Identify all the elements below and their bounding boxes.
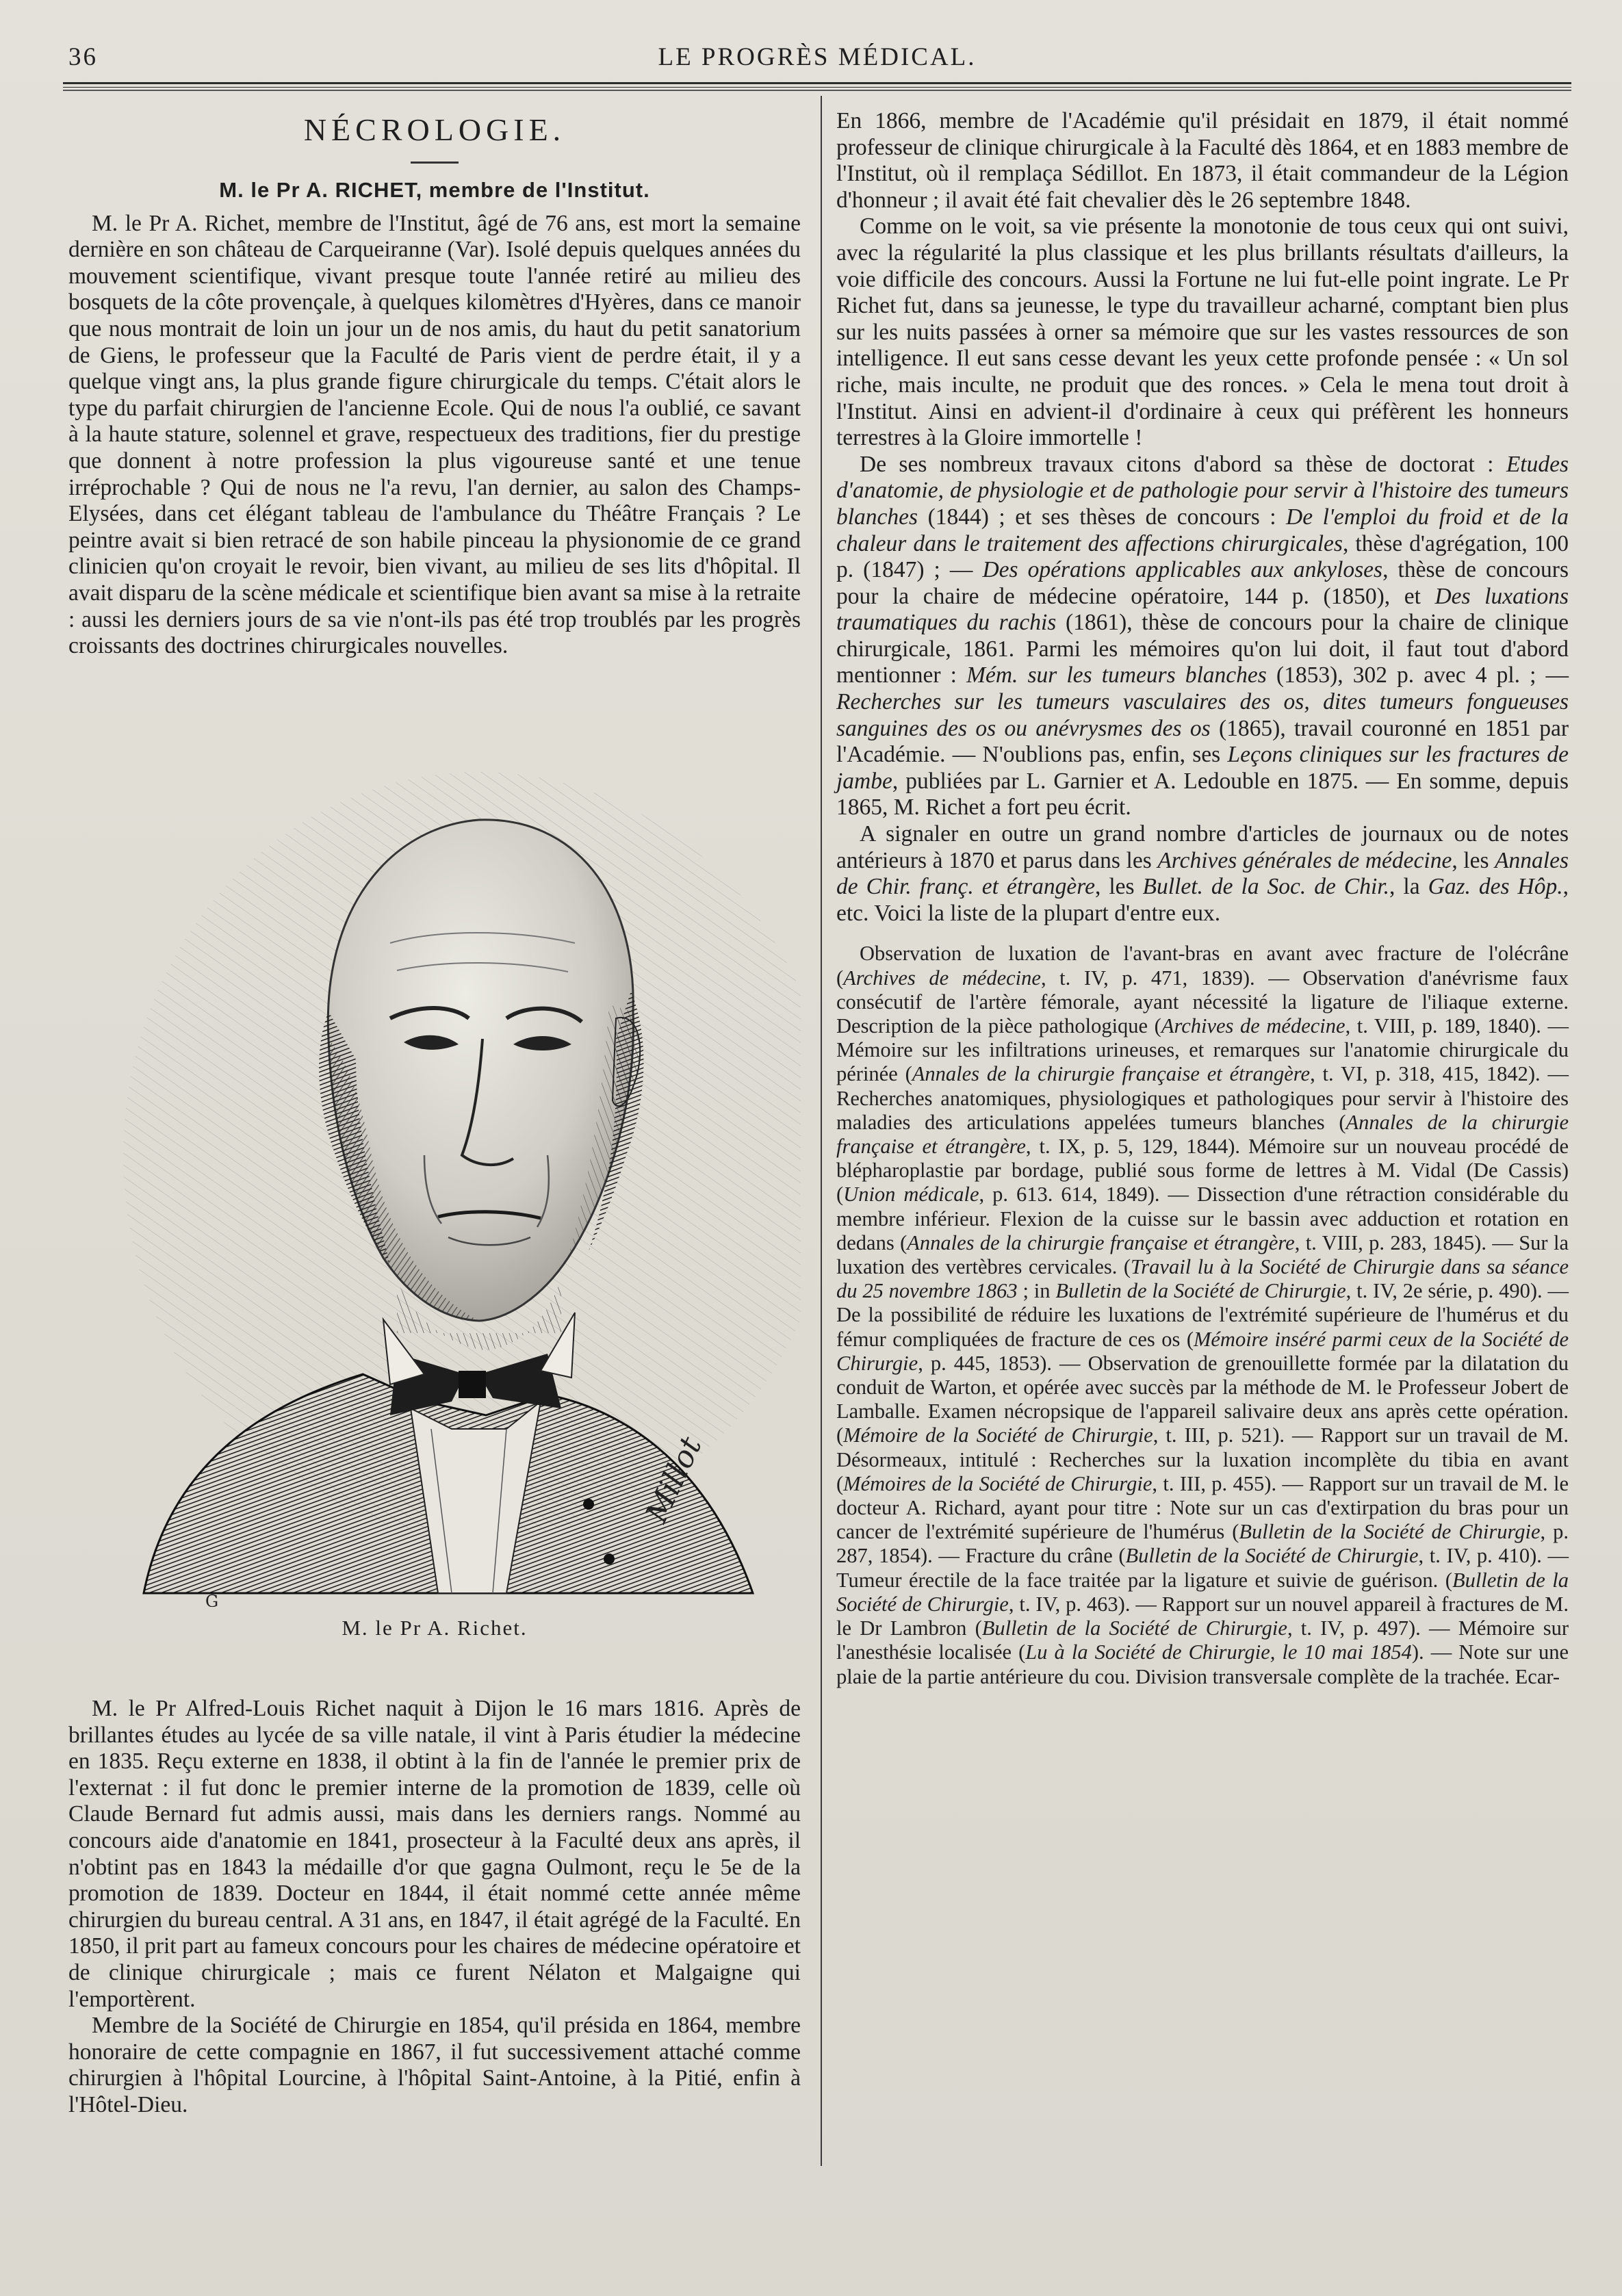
left-column-continued xyxy=(68,1696,801,2119)
bibliography-citation-title: Annales de la chirurgie française et étrangère xyxy=(912,1062,1311,1086)
bibliography-text: ). — Note sur une plaie de la partie antérieure du cou. Division transversale complète de la trachée. Ecar- xyxy=(836,1640,1569,1688)
section-title: NÉCROLOGIE. xyxy=(303,112,566,147)
page-header xyxy=(63,42,1571,77)
bibliography-citation-title: Bulletin de la Société de Chirurgie xyxy=(981,1616,1287,1640)
bibliography-citation-title: Travail lu à la Société de Chirurgie dans sa séance du 25 novembre 1863 xyxy=(836,1255,1569,1303)
portrait-engraving xyxy=(68,717,801,1640)
bibliography-citation-title: Bulletin de la Société de Chirurgie xyxy=(1239,1520,1541,1544)
svg-text:G: G xyxy=(205,1591,219,1607)
header-rule-secondary xyxy=(63,90,1571,91)
bibliography-citation-title: Mémoire inséré parmi ceux de la Société de Chirurgie xyxy=(836,1327,1569,1375)
works-paragraph: De ses nombreux travaux citons d'abord sa thèse de doctorat : Etudes d'anatomie, de physiologie et de pathologie pour servir à l'histoire des tumeurs blanches (1844) ; et ses thèses de concours : De l'emploi du froid et de la chaleur dans le traitement des affections chirurgicales, thèse d'agrégation, 100 p. (1847) ; — Des opérations applicables aux ankyloses, thèse de concours pour la chaire de médecine opératoire, 144 p. (1850), et Des luxations traumatiques du rachis (1861), thèse de concours pour la chaire de clinique chirurgicale, 1861. Parmi les mémoires qu'on lui doit, il faut tout d'abord mentionner : Mém. sur les tumeurs blanches (1853), 302 p. avec 4 pl. ; — Recherches sur les tumeurs vasculaires des os, dites tumeurs fongueuses sanguines des os ou anévrysmes des os (1865), travail couronné en 1851 par l'Académie. — N'oublions pas, enfin, ses Leçons cliniques sur les fractures de jambe, publiées par L. Garnier et A. Ledouble en 1875. — En somme, depuis 1865, M. Richet a fort peu écrit. xyxy=(836,451,1569,821)
article-heading: M. le Pr A. RICHET, membre de l'Institut. xyxy=(219,178,650,202)
obituary-intro-paragraph: M. le Pr A. Richet, membre de l'Institut, âgé de 76 ans, est mort la semaine dernière en son château de Carqueiranne (Var). Isolé depuis quelques années du mouvement scientifique, vivant presque toute l'année retiré au milieu des bosquets de la côte provençale, à quelques kilomètres d'Hyères, dans ce manoir que nous montrait de loin un jour un de nos amis, du haut du petit sanatorium de Giens, le professeur que la Faculté de Paris vient de perdre était, il y a quelque vingt ans, la plus grande figure chirurgicale du temps. C'était alors le type du parfait chirurgien de l'ancienne Ecole. Qui de nous l'a oublié, ce savant à la haute stature, solennel et grave, respectueux des traditions, fier du prestige que donnent à notre profession la plus vigoureuse santé et une tenue irréprochable ? Qui de nous ne l'a revu, l'an dernier, au salon des Champs-Elysées, dans cet élégant tableau de l'ambulance du Théâtre Français ? Le peintre avait si bien retracé de son habile pinceau la physionomie de ce grand clinicien qu'on croyait le revoir, bien vivant, au milieu de ses lits d'hôpital. Il avait disparu de la scène médicale et scientifique bien avant sa mise à la retraite : aussi les derniers jours de sa vie n'ont-ils pas été trop troublés par les progrès croissants des doctrines chirurgicales nouvelles. xyxy=(68,210,801,659)
bibliography-citation-title: Mémoire de la Société de Chirurgie xyxy=(843,1423,1153,1447)
bibliography-text: , t. III, p. 455). — Rapport sur un travail de M. le docteur A. Richard, ayant pour titre : Note sur un cas d'extirpation du bras pour un cancer de l'extrémité supérieure de l'humérus ( xyxy=(836,1471,1569,1544)
bibliography-text: , t. IX, p. 5, 129, 1844). Mémoire sur un nouveau procédé de blépharoplastie par bordage, publié sous forme de lettres à M. Vidal (De Cassis) ( xyxy=(836,1135,1569,1207)
bibliography-text: , t. III, p. 521). — Rapport sur un travail de M. Désormeaux, intitulé : Recherches sur la luxation incomplète du tibia en avant ( xyxy=(836,1423,1569,1495)
bibliography-text: , t. VI, p. 318, 415, 1842). — Recherches anatomiques, physiologiques et pathologiques pour servir à l'histoire des maladies des articulations appelées tumeurs blanches ( xyxy=(836,1062,1569,1134)
bibliography-text: , t. IV, p. 463). — Rapport sur un nouvel appareil à fractures de M. le Dr Lambron ( xyxy=(836,1592,1569,1640)
bibliography-citation-title: Union médicale xyxy=(843,1183,979,1207)
career-summary-paragraph: Comme on le voit, sa vie présente la monotonie de tous ceux qui ont suivi, avec la régularité la plus classique et les plus brillants résultats d'ailleurs, la voie difficile des concours. Aussi la Fortune ne lui fut-elle point ingrate. Le Pr Richet fut, dans sa jeunesse, le type du travailleur acharné, comptant bien plus sur les nuits passées à orner sa mémoire que sur les vastes ressources de son intelligence. Il eut sans cesse devant les yeux cette profonde pensée : « Un sol riche, mais inculte, ne produit que des ronces. » Cela le mena tout droit à l'Institut. Ainsi en advient-il d'ordinaire à ceux qui préfèrent les honneurs terrestres à la Gloire immortelle ! xyxy=(836,214,1569,451)
bibliography-citation-title: Bulletin de la Société de Chirurgie xyxy=(836,1568,1569,1616)
bibliography-text: , t. VIII, p. 189, 1840). — Mémoire sur les infiltrations urineuses, et remarques sur l'anatomie chirurgicale du périnée ( xyxy=(836,1014,1569,1086)
left-column xyxy=(68,103,801,1640)
bibliography-text: , t. IV, 2e série, p. 490). — De la possibilité de réduire les luxations de l'extrémité supérieure de l'humérus et du fémur compliquées de fracture de ces os ( xyxy=(836,1279,1569,1351)
bibliography-citation-title: Annales de la chirurgie française et étrangère xyxy=(907,1230,1295,1254)
career-paragraph: Membre de la Société de Chirurgie en 1854, qu'il présida en 1864, membre honoraire de cette compagnie en 1867, il fut successivement attaché comme chirurgien à l'hôpital Lourcine, à l'hôpital Saint-Antoine, à la Pitié, enfin à l'Hôtel-Dieu. xyxy=(68,2013,801,2117)
portrait-caption: M. le Pr A. Richet. xyxy=(342,1615,528,1640)
bibliography-text: , t. IV, p. 471, 1839). — Observation d'anévrisme faux consécutif de l'artère fémorale, ayant nécessité la ligature de l'iliaque externe. Description de la pièce pathologique ( xyxy=(836,966,1569,1038)
bibliography-citation-title: Annales de la chirurgie française et étrangère xyxy=(836,1110,1569,1159)
bibliography-citation-title: Archives de médecine xyxy=(843,966,1041,990)
bibliography-citation-title: Bulletin de la Société de Chirurgie xyxy=(1125,1544,1419,1568)
bibliography-text: , p. 613. 614, 1849). — Dissection d'une rétraction considérable du membre inférieur. Flexion de la cuisse sur le bassin avec adduction et rotation en dedans ( xyxy=(836,1183,1569,1254)
column-divider xyxy=(821,96,822,2166)
articles-paragraph: A signaler en outre un grand nombre d'articles de journaux ou de notes antérieurs à 1870 et parus dans les Archives générales de médecine, les Annales de Chir. franç. et étrangère, les Bullet. de la Soc. de Chir., la Gaz. des Hôp., etc. Voici la liste de la plupart d'entre eux. xyxy=(836,821,1569,926)
bibliography-citation-title: Lu à la Société de Chirurgie, le 10 mai 1854 xyxy=(1025,1640,1412,1664)
bibliography-text: , t. VIII, p. 283, 1845). — Sur la luxation des vertèbres cervicales. ( xyxy=(836,1230,1569,1279)
honors-paragraph: En 1866, membre de l'Académie qu'il présidait en 1879, il était nommé professeur de clinique chirurgicale à la Faculté dès 1864, et en 1883 membre de l'Institut, où il remplaça Sédillot. En 1873, il était commandeur de la Légion d'honneur ; il avait été fait chevalier dès le 26 septembre 1848. xyxy=(836,108,1569,213)
page-number: 36 xyxy=(68,43,98,71)
bibliography-citation-title: Mémoires de la Société de Chirurgie xyxy=(843,1471,1153,1495)
header-rule xyxy=(63,82,1571,88)
bibliography-text: Observation de luxation de l'avant-bras en avant avec fracture de l'olécrâne ( xyxy=(836,942,1569,990)
bibliography-text: ; in xyxy=(1017,1279,1056,1303)
bibliography-list xyxy=(836,942,1569,1688)
bibliography-citation-title: Archives de médecine xyxy=(1161,1014,1346,1038)
running-head: LE PROGRÈS MÉDICAL. xyxy=(658,43,977,71)
artist-signature: Millot xyxy=(639,1431,709,1528)
bibliography-text: , p. 445, 1853). — Observation de grenouillette formée par la dilatation du conduit de Warton, et opérée avec succès par la méthode de M. le Professeur Jobert de Lamballe. Examen nécropsique de l'appareil salivaire deux ans après cette opération. ( xyxy=(836,1351,1569,1447)
bibliography-citation-title: Bulletin de la Société de Chirurgie xyxy=(1055,1279,1346,1303)
title-rule xyxy=(411,162,459,164)
right-column xyxy=(836,108,1569,1689)
biography-paragraph: M. le Pr Alfred-Louis Richet naquit à Dijon le 16 mars 1816. Après de brillantes études au lycée de sa ville natale, il vint à Paris étudier la médecine en 1835. Reçu externe en 1838, il obtint à la fin de l'année le premier prix de l'externat : il fut donc le premier interne de la promotion de 1839, celle où Claude Bernard fut admis aussi, mais dans les derniers rangs. Nommé au concours aide d'anatomie en 1841, prosecteur à la Faculté deux ans après, il n'obtint pas en 1843 la médaille d'or que gagna Oulmont, reçu le 5e de la promotion de 1839. Docteur en 1844, il était nommé cette année même chirurgien du bureau central. A 31 ans, en 1847, il était agrégé de la Faculté. En 1850, il prit part au fameux concours pour les chaires de médecine opératoire et de clinique chirurgicale ; mais ce furent Nélaton et Malgaigne qui l'emportèrent. xyxy=(68,1696,801,2012)
bibliography-text: , p. 287, 1854). — Fracture du crâne ( xyxy=(836,1520,1569,1568)
bibliography-text: , t. IV, p. 410). — Tumeur érectile de la face traitée par la ligature et suivie de guérison. ( xyxy=(836,1544,1569,1592)
portrait-illustration xyxy=(68,717,801,1607)
bibliography-text: , t. IV, p. 497). — Mémoire sur l'anesthésie localisée ( xyxy=(836,1616,1569,1664)
